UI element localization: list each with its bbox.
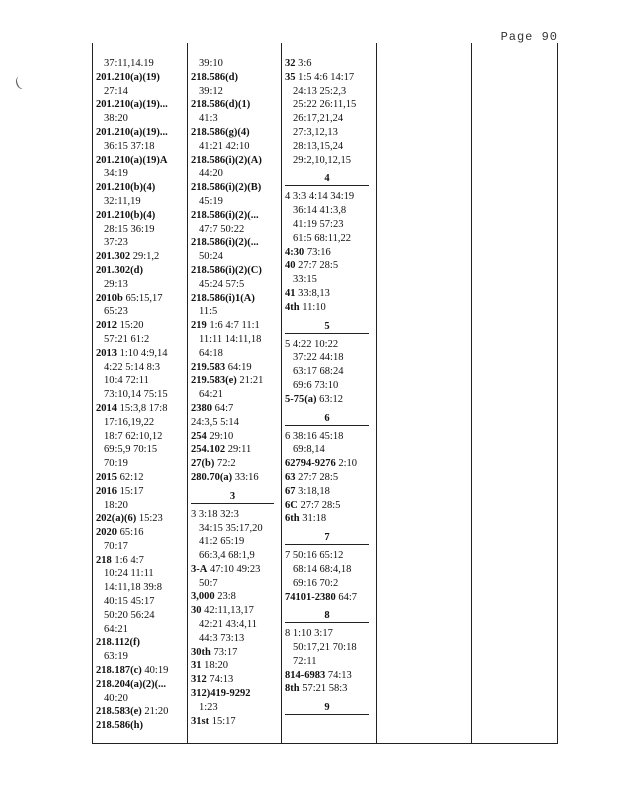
index-entry — [191, 98, 280, 112]
index-page-refs: 72:2 — [214, 458, 236, 470]
index-continuation-line: 18:20 — [104, 499, 128, 511]
index-continuation-line: 8 1:10 3:17 — [285, 628, 333, 640]
index-continuation-line: 37:11,14.19 — [104, 58, 154, 69]
index-entry — [96, 719, 185, 733]
index-continuation-line: 32:11,19 — [104, 195, 141, 207]
index-continuation-line: 72:11 — [293, 655, 317, 667]
index-term: 201.210(a)(19)... — [96, 99, 168, 111]
index-term: 202(a)(6) — [96, 513, 137, 525]
index-continuation-line: 39:10 — [199, 58, 223, 69]
index-continuation-line: 37:23 — [104, 237, 128, 249]
index-continuation-line: 27:14 — [104, 85, 128, 97]
index-continuation-line: 69:8,14 — [293, 444, 325, 456]
index-continuation-line: 64:18 — [199, 347, 223, 359]
index-page-refs: 15:20 — [117, 320, 144, 332]
index-page-refs: 3:6 — [295, 58, 312, 69]
index-page-refs: 29:11 — [225, 444, 252, 456]
index-term: 219.583(e) — [191, 375, 237, 387]
index-page-refs: 3:18,18 — [295, 485, 330, 497]
index-table — [92, 43, 558, 744]
index-continuation-line: 18:7 62:10,12 — [104, 430, 163, 442]
index-page-refs: 21:20 — [141, 706, 169, 718]
index-term: 35 — [285, 71, 296, 83]
index-page-refs: 74:13 — [325, 669, 352, 681]
index-entry — [191, 292, 280, 306]
index-term: 40 — [285, 260, 296, 272]
index-entry — [191, 563, 280, 577]
index-term: 201.210(a)(19)... — [96, 126, 168, 138]
index-continuation-line: 4 3:3 4:14 34:19 — [285, 191, 355, 203]
index-page-refs: 1:6 4:7 — [111, 554, 144, 566]
index-term: 312 — [191, 674, 207, 686]
index-entry — [285, 591, 375, 605]
index-continuation-line: 41:21 42:10 — [199, 140, 250, 152]
index-page-refs: 47:10 49:23 — [207, 563, 261, 575]
index-page-refs: 27:7 28:5 — [297, 499, 341, 511]
index-page-refs: 1:5 4:6 14:17 — [295, 71, 355, 83]
index-entry — [191, 236, 280, 250]
index-page-refs: 63:12 — [316, 393, 344, 405]
index-continuation-line: 36:14 41:3,8 — [293, 205, 347, 217]
index-entry — [285, 301, 375, 315]
index-entry — [96, 705, 185, 719]
index-continuation-line: 34:19 — [104, 168, 128, 180]
index-entry — [285, 512, 375, 526]
index-term: 2380 — [191, 402, 212, 414]
index-continuation-line: 57:21 61:2 — [104, 333, 150, 345]
index-page-refs: 27:7 28:5 — [295, 471, 339, 483]
index-entry — [191, 154, 280, 168]
index-term: 201.210(b)(4) — [96, 209, 156, 221]
index-entry — [191, 209, 280, 223]
index-continuation-line: 41:3 — [199, 113, 218, 125]
index-entry — [191, 471, 280, 485]
index-term: 30th — [191, 646, 211, 658]
index-letter-heading: 7 — [285, 530, 369, 545]
index-page-refs: 29:1,2 — [130, 251, 160, 263]
index-entry — [96, 292, 185, 306]
index-term: 218.586(d)(1) — [191, 99, 251, 111]
index-entry — [285, 246, 375, 260]
index-entry — [285, 287, 375, 301]
index-term: 5-75(a) — [285, 393, 317, 405]
index-term: 30 — [191, 605, 202, 617]
index-continuation-line: 65:23 — [104, 306, 128, 318]
index-page-refs: 15:17 — [209, 715, 236, 727]
index-page-refs: 15:17 — [117, 485, 144, 497]
index-entry — [285, 457, 375, 471]
index-letter-heading: 9 — [285, 700, 369, 715]
index-continuation-line: 63:19 — [104, 651, 128, 663]
index-entry — [285, 393, 375, 407]
index-entry — [96, 636, 185, 650]
index-page-refs: 62:12 — [117, 471, 144, 483]
index-term: 218.586(i)(2)(A) — [191, 154, 262, 166]
index-letter-heading: 8 — [285, 608, 369, 623]
index-entry — [285, 471, 375, 485]
index-term: 201.302 — [96, 251, 131, 263]
index-entry — [191, 646, 280, 660]
index-term: 41 — [285, 287, 296, 299]
index-term: 201.302(d) — [96, 264, 143, 276]
index-entry — [96, 347, 185, 361]
index-entry — [285, 485, 375, 499]
index-continuation-line: 40:20 — [104, 692, 128, 704]
index-term: 2020 — [96, 527, 117, 539]
index-entry — [285, 499, 375, 513]
index-continuation-line: 66:3,4 68:1,9 — [199, 550, 255, 562]
index-entry — [96, 319, 185, 333]
index-term: 201.210(a)(19)A — [96, 154, 168, 166]
index-entry — [96, 471, 185, 485]
index-page-refs: 65:15,17 — [122, 292, 163, 304]
index-continuation-line: 42:21 43:4,11 — [199, 619, 257, 631]
index-term: 218.586(i)(2)(B) — [191, 182, 262, 194]
index-continuation-line: 50:20 56:24 — [104, 609, 155, 621]
index-page-refs: 65:16 — [117, 527, 144, 539]
index-entry — [191, 126, 280, 140]
index-term: 218.586(i)1(A) — [191, 292, 255, 304]
page-number: Page 90 — [500, 30, 558, 44]
index-term: 219.583 — [191, 361, 226, 373]
index-term: 2016 — [96, 485, 117, 497]
index-entry — [96, 98, 185, 112]
index-letter-heading: 5 — [285, 319, 369, 334]
index-continuation-line: 27:3,12,13 — [293, 126, 338, 138]
index-entry — [191, 590, 280, 604]
index-entry — [191, 457, 280, 471]
index-continuation-line: 69:6 73:10 — [293, 379, 339, 391]
index-letter-heading: 4 — [285, 171, 369, 186]
index-term: 201.210(a)(19) — [96, 71, 160, 83]
index-entry — [96, 485, 185, 499]
index-continuation-line: 10:24 11:11 — [104, 568, 154, 580]
index-entry — [191, 715, 280, 729]
index-term: 218.112(f) — [96, 637, 141, 649]
index-continuation-line: 45:19 — [199, 195, 223, 207]
index-term: 31 — [191, 660, 202, 672]
index-term: 2010b — [96, 292, 123, 304]
index-continuation-line: 64:21 — [199, 389, 223, 401]
index-page-refs: 23:8 — [214, 591, 236, 603]
index-term: 218.586(d) — [191, 71, 238, 83]
index-continuation-line: 14:11,18 39:8 — [104, 582, 162, 594]
index-term: 218.187(c) — [96, 665, 142, 677]
index-continuation-line: 11:5 — [199, 306, 218, 318]
index-entry — [285, 669, 375, 683]
index-continuation-line: 1:23 — [199, 701, 218, 713]
index-continuation-line: 3 3:18 32:3 — [191, 508, 239, 520]
index-continuation-line: 11:11 14:11,18 — [199, 333, 262, 345]
index-continuation-line: 64:21 — [104, 623, 128, 635]
index-entry — [285, 57, 375, 71]
index-term: 218.586(g)(4) — [191, 126, 250, 138]
index-page-refs: 1:6 4:7 11:1 — [206, 320, 260, 332]
index-continuation-line: 29:13 — [104, 278, 128, 290]
index-column-2 — [187, 43, 280, 743]
index-page-refs: 21:21 — [236, 375, 264, 387]
index-term: 32 — [285, 58, 296, 69]
index-term: 6C — [285, 499, 298, 511]
index-entry — [191, 430, 280, 444]
index-entry — [191, 659, 280, 673]
index-term: 8th — [285, 683, 300, 695]
index-term: 218.586(i)(2)(... — [191, 209, 259, 221]
index-continuation-line: 70:19 — [104, 458, 128, 470]
index-continuation-line: 73:10,14 75:15 — [104, 389, 168, 401]
index-continuation-line: 36:15 37:18 — [104, 140, 155, 152]
index-entry — [96, 250, 185, 264]
index-entry — [96, 526, 185, 540]
index-term: 2015 — [96, 471, 117, 483]
index-page-refs: 64:7 — [335, 591, 358, 603]
index-term: 218.586(i)(2)(... — [191, 237, 259, 249]
index-term: 3,000 — [191, 591, 215, 603]
index-entry — [96, 512, 185, 526]
index-term: 31st — [191, 715, 210, 727]
index-letter-heading: 3 — [191, 489, 274, 504]
index-entry — [96, 126, 185, 140]
index-term: 4:30 — [285, 246, 305, 258]
stray-scan-mark: ( — [13, 75, 23, 92]
index-continuation-line: 33:15 — [293, 274, 317, 286]
index-column-3 — [281, 43, 375, 743]
index-letter-heading: 6 — [285, 411, 369, 426]
index-term: 218.586(h) — [96, 720, 143, 732]
index-page-refs: 40:19 — [141, 665, 169, 677]
index-entry — [96, 264, 185, 278]
index-column-4 — [376, 43, 470, 743]
index-term: 2012 — [96, 320, 117, 332]
index-page-refs: 15:3,8 17:8 — [117, 402, 168, 414]
index-term: 219 — [191, 320, 207, 332]
index-continuation-line: 24:3,5 5:14 — [191, 416, 239, 428]
index-term: 218.586(i)(2)(C) — [191, 264, 262, 276]
index-entry — [191, 264, 280, 278]
index-term: 6th — [285, 513, 300, 525]
index-continuation-line: 61:5 68:11,22 — [293, 232, 351, 244]
index-term: 201.210(b)(4) — [96, 182, 156, 194]
index-continuation-line: 25:22 26:11,15 — [293, 99, 357, 111]
index-continuation-line: 34:15 35:17,20 — [199, 522, 263, 534]
index-entry — [191, 687, 280, 701]
index-term: 254 — [191, 430, 207, 442]
index-continuation-line: 40:15 45:17 — [104, 596, 155, 608]
index-continuation-line: 44:3 73:13 — [199, 632, 245, 644]
index-entry — [96, 554, 185, 568]
index-entry — [191, 319, 280, 333]
index-continuation-line: 4:22 5:14 8:3 — [104, 361, 161, 373]
index-continuation-line: 68:14 68:4,18 — [293, 563, 352, 575]
index-entry — [191, 402, 280, 416]
index-entry — [285, 259, 375, 273]
index-page-refs: 33:16 — [232, 471, 259, 483]
index-entry — [96, 664, 185, 678]
index-entry — [285, 71, 375, 85]
index-continuation-line: 5 4:22 10:22 — [285, 338, 339, 350]
index-continuation-line: 50:24 — [199, 251, 223, 263]
index-page-refs: 57:21 58:3 — [299, 683, 348, 695]
index-entry — [96, 678, 185, 692]
index-term: 62794-9276 — [285, 458, 336, 470]
index-continuation-line: 39:12 — [199, 85, 223, 97]
index-continuation-line: 7 50:16 65:12 — [285, 550, 344, 562]
index-continuation-line: 24:13 25:2,3 — [293, 85, 347, 97]
index-page-refs: 73:16 — [304, 246, 331, 258]
index-page-refs: 27:7 28:5 — [295, 260, 339, 272]
index-entry — [191, 71, 280, 85]
index-entry — [96, 71, 185, 85]
index-continuation-line: 50:17,21 70:18 — [293, 642, 357, 654]
index-page-refs: 42:11,13,17 — [201, 605, 254, 617]
index-page-refs: 18:20 — [201, 660, 229, 672]
index-page-refs: 33:8,13 — [295, 287, 330, 299]
index-entry — [96, 154, 185, 168]
index-page-refs: 64:19 — [225, 361, 252, 373]
index-continuation-line: 29:2,10,12,15 — [293, 154, 352, 166]
index-term: 74101-2380 — [285, 591, 336, 603]
index-continuation-line: 26:17,21,24 — [293, 113, 344, 125]
index-page-refs: 31:18 — [299, 513, 327, 525]
index-term: 218.204(a)(2)(... — [96, 678, 166, 690]
index-entry — [191, 673, 280, 687]
index-continuation-line: 70:17 — [104, 540, 128, 552]
index-entry — [96, 402, 185, 416]
index-continuation-line: 44:20 — [199, 168, 223, 180]
index-continuation-line: 17:16,19,22 — [104, 416, 155, 428]
index-entry — [191, 181, 280, 195]
index-term: 2013 — [96, 347, 117, 359]
index-term: 27(b) — [191, 458, 215, 470]
index-page-refs: 2:10 — [335, 458, 358, 470]
index-term: 218 — [96, 554, 112, 566]
index-page-refs: 73:17 — [210, 646, 238, 658]
index-column-1 — [93, 43, 185, 743]
index-continuation-line: 69:16 70:2 — [293, 577, 339, 589]
index-continuation-line: 10:4 72:11 — [104, 375, 149, 387]
index-page-refs: 11:10 — [299, 301, 326, 313]
index-term: 63 — [285, 471, 296, 483]
index-entry — [96, 209, 185, 223]
index-term: 3-A — [191, 563, 208, 575]
index-term: 218.583(e) — [96, 706, 142, 718]
index-continuation-line: 50:7 — [199, 577, 218, 589]
index-term: 4th — [285, 301, 300, 313]
index-continuation-line: 6 38:16 45:18 — [285, 430, 344, 442]
index-entry — [191, 443, 280, 457]
index-entry — [285, 682, 375, 696]
index-entry — [96, 181, 185, 195]
index-continuation-line: 47:7 50:22 — [199, 223, 245, 235]
index-term: 254.102 — [191, 444, 226, 456]
index-term: 67 — [285, 485, 296, 497]
index-page-refs: 74:13 — [206, 674, 234, 686]
index-term: 312)419-9292 — [191, 688, 251, 700]
index-page-refs: 1:10 4:9,14 — [117, 347, 168, 359]
index-entry — [191, 361, 280, 375]
index-term: 280.70(a) — [191, 471, 233, 483]
index-page-refs: 15:23 — [136, 513, 163, 525]
index-continuation-line: 41:19 57:23 — [293, 218, 344, 230]
index-continuation-line: 28:15 36:19 — [104, 223, 155, 235]
index-continuation-line: 45:24 57:5 — [199, 278, 245, 290]
index-continuation-line: 37:22 44:18 — [293, 352, 344, 364]
index-entry — [191, 374, 280, 388]
index-page-refs: 64:7 — [212, 402, 234, 414]
index-continuation-line: 41:2 65:19 — [199, 536, 245, 548]
index-continuation-line: 69:5,9 70:15 — [104, 444, 158, 456]
index-term: 814-6983 — [285, 669, 326, 681]
index-continuation-line: 28:13,15,24 — [293, 140, 344, 152]
index-column-5 — [471, 43, 558, 743]
index-term: 2014 — [96, 402, 117, 414]
index-continuation-line: 63:17 68:24 — [293, 366, 344, 378]
index-page-refs: 29:10 — [206, 430, 234, 442]
index-entry — [191, 604, 280, 618]
index-continuation-line: 38:20 — [104, 113, 128, 125]
